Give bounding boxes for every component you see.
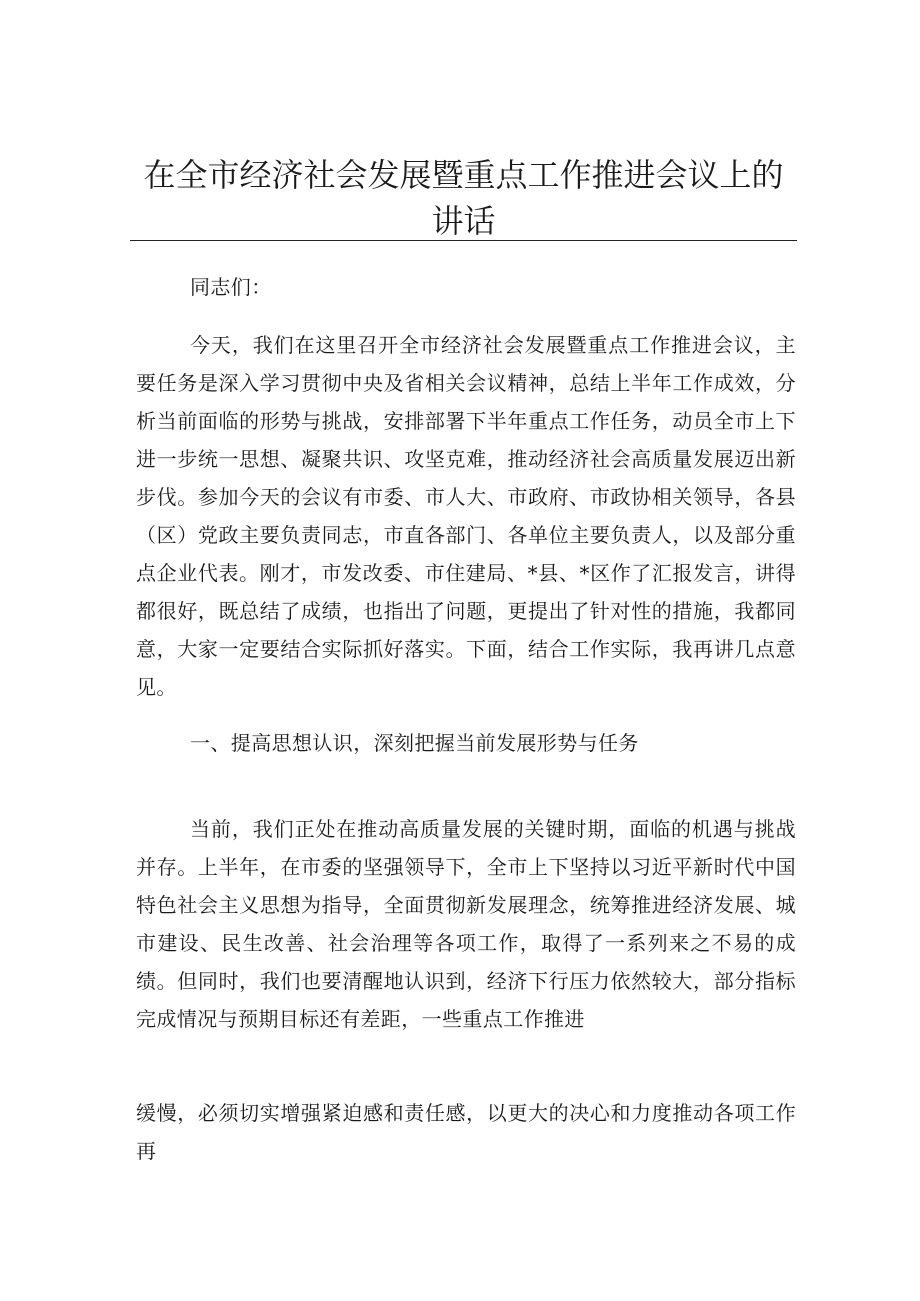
title-line-1: 在全市经济社会发展暨重点工作推进会议上的 <box>143 156 784 194</box>
title-line-2: 讲话 <box>431 202 496 240</box>
document-title <box>130 152 797 244</box>
section-heading-1: 一、提高思想认识，深刻把握当前发展形势与任务 <box>190 731 639 755</box>
paragraph-continuation: 缓慢，必须切实增强紧迫感和责任感，以更大的决心和力度推动各项工作再 <box>136 1101 796 1163</box>
title-underline <box>130 240 797 241</box>
paragraph-situation: 当前，我们正处在推动高质量发展的关键时期，面临的机遇与挑战并存。上半年，在市委的坚强领导下，全市上下坚持以习近平新时代中国特色社会主义思想为指导，全面贯彻新发展理念，统筹推进经济发展、城市建设、民生改善、社会治理等各项工作，取得了一系列来之不易的成绩。但同时，我们也要清醒地认识到，经济下行压力依然较大，部分指标完成情况与预期目标还有差距，一些重点工作推进 <box>136 817 796 1031</box>
paragraph-intro: 今天，我们在这里召开全市经济社会发展暨重点工作推进会议，主要任务是深入学习贯彻中央及省相关会议精神，总结上半年工作成效，分析当前面临的形势与挑战，安排部署下半年重点工作任务，动员全市上下进一步统一思想、凝聚共识、攻坚克难，推动经济社会高质量发展迈出新步伐。参加今天的会议有市委、市人大、市政府、市政协相关领导，各县（区）党政主要负责同志，市直各部门、各单位主要负责人，以及部分重点企业代表。刚才，市发改委、市住建局、*县、*区作了汇报发言，讲得都很好，既总结了成绩，也指出了问题，更提出了针对性的措施，我都同意，大家一定要结合实际抓好落实。下面，结合工作实际，我再讲几点意见。 <box>136 333 796 699</box>
salutation: 同志们： <box>190 275 272 299</box>
